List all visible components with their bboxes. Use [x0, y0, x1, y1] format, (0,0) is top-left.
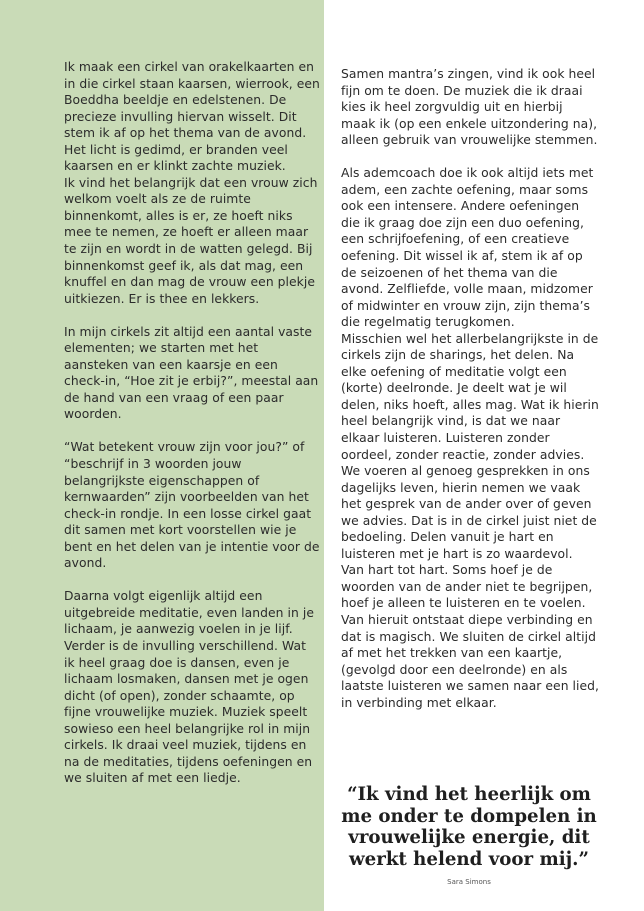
left-text-column	[64, 59, 320, 787]
paragraph: Verder is de invulling verschillend. Wat ik heel graag doe is dansen, even je lichaam losmaken, dansen met je ogen dicht (of open), zonder schaamte, op fijne vrouwelijke muziek. Muziek speelt sowieso een heel belangrijke rol in mijn cirkels. Ik draai veel muziek, tijdens en na de meditaties, tijdens oefeningen en we sluiten af met een liedje.	[64, 639, 313, 786]
pull-quote: “Ik vind het heerlijk om me onder te dompelen in vrouwelijke energie, dit werkt helend voor mij.”	[341, 784, 597, 870]
paragraph: Samen mantra’s zingen, vind ik ook heel fijn om te doen. De muziek die ik draai kies ik heel zorgvuldig uit en hierbij maak ik (op een enkele uitzondering na), alleen gebruik van vrouwelijke stemmen.	[341, 67, 598, 148]
paragraph: “Wat betekent vrouw zijn voor jou?” of “beschrijf in 3 woorden jouw belangrijkste eigenschappen of kernwaarden” zijn voorbeelden van het check-in rondje. In een losse cirkel gaat dit samen met kort voorstellen wie je bent en het delen van je intentie voor de avond.	[64, 440, 320, 571]
paragraph: Ik maak een cirkel van orakelkaarten en in die cirkel staan kaarsen, wierrook, een Boeddha beeldje en edelstenen. De precieze invulling hiervan wisselt. Dit stem ik af op het thema van de avond. Het licht is gedimd, er branden veel kaarsen en er klinkt zachte muziek.	[64, 60, 320, 174]
paragraph: Daarna volgt eigenlijk altijd een uitgebreide meditatie, even landen in je lichaam, je aanwezig voelen in je lijf.	[64, 589, 314, 637]
paragraph: Misschien wel het allerbelangrijkste in de cirkels zijn de sharings, het delen. Na elke oefening of meditatie volgt een (korte) deelronde. Je deelt wat je wil delen, niks hoeft, alles mag. Wat ik hierin heel belangrijk vind, is dat we naar elkaar luisteren. Luisteren zonder oordeel, zonder reactie, zonder advies. We voeren al genoeg gesprekken in ons dagelijks leven, hierin nemen we vaak het gesprek van de ander over of geven we advies. Dat is in de cirkel juist niet de bedoeling. Delen vanuit je hart en luisteren met je hart is zo waardevol. Van hart tot hart. Soms hoef je de woorden van de ander niet te begrijpen, hoef je alleen te luisteren en te voelen. Van hieruit ontstaat diepe verbinding en dat is magisch. We sluiten de cirkel altijd af met het trekken van een kaartje, (gevolgd door een deelronde) en als laatste luisteren we samen naar een lied, in verbinding met elkaar.	[341, 331, 600, 710]
paragraph: Als ademcoach doe ik ook altijd iets met adem, een zachte oefening, maar soms ook een intensere. Andere oefeningen die ik graag doe zijn een duo oefening, een schrijfoefening, of een creatieve oefening. Dit wissel ik af, stem ik af op de seizoenen of het thema van die avond. Zelfliefde, volle maan, midzomer of midwinter en vrouw zijn, zijn thema’s die regelmatig terugkomen.	[341, 166, 594, 330]
paragraph: In mijn cirkels zit altijd een aantal vaste elementen; we starten met het aansteken van een kaarsje en een check-in, “Hoe zit je erbij?”, meestal aan de hand van een vraag of een paar woorden.	[64, 324, 319, 422]
right-text-column	[341, 66, 599, 711]
quote-author: Sara Simons	[447, 878, 491, 886]
paragraph: Ik vind het belangrijk dat een vrouw zich welkom voelt als ze de ruimte binnenkomt, alles is er, ze hoeft niks mee te nemen, ze hoeft er alleen maar te zijn en wordt in de watten gelegd. Bij binnenkomst geef ik, als dat mag, een knuffel en dan mag de vrouw een plekje uitkiezen. Er is thee en lekkers.	[64, 175, 318, 306]
